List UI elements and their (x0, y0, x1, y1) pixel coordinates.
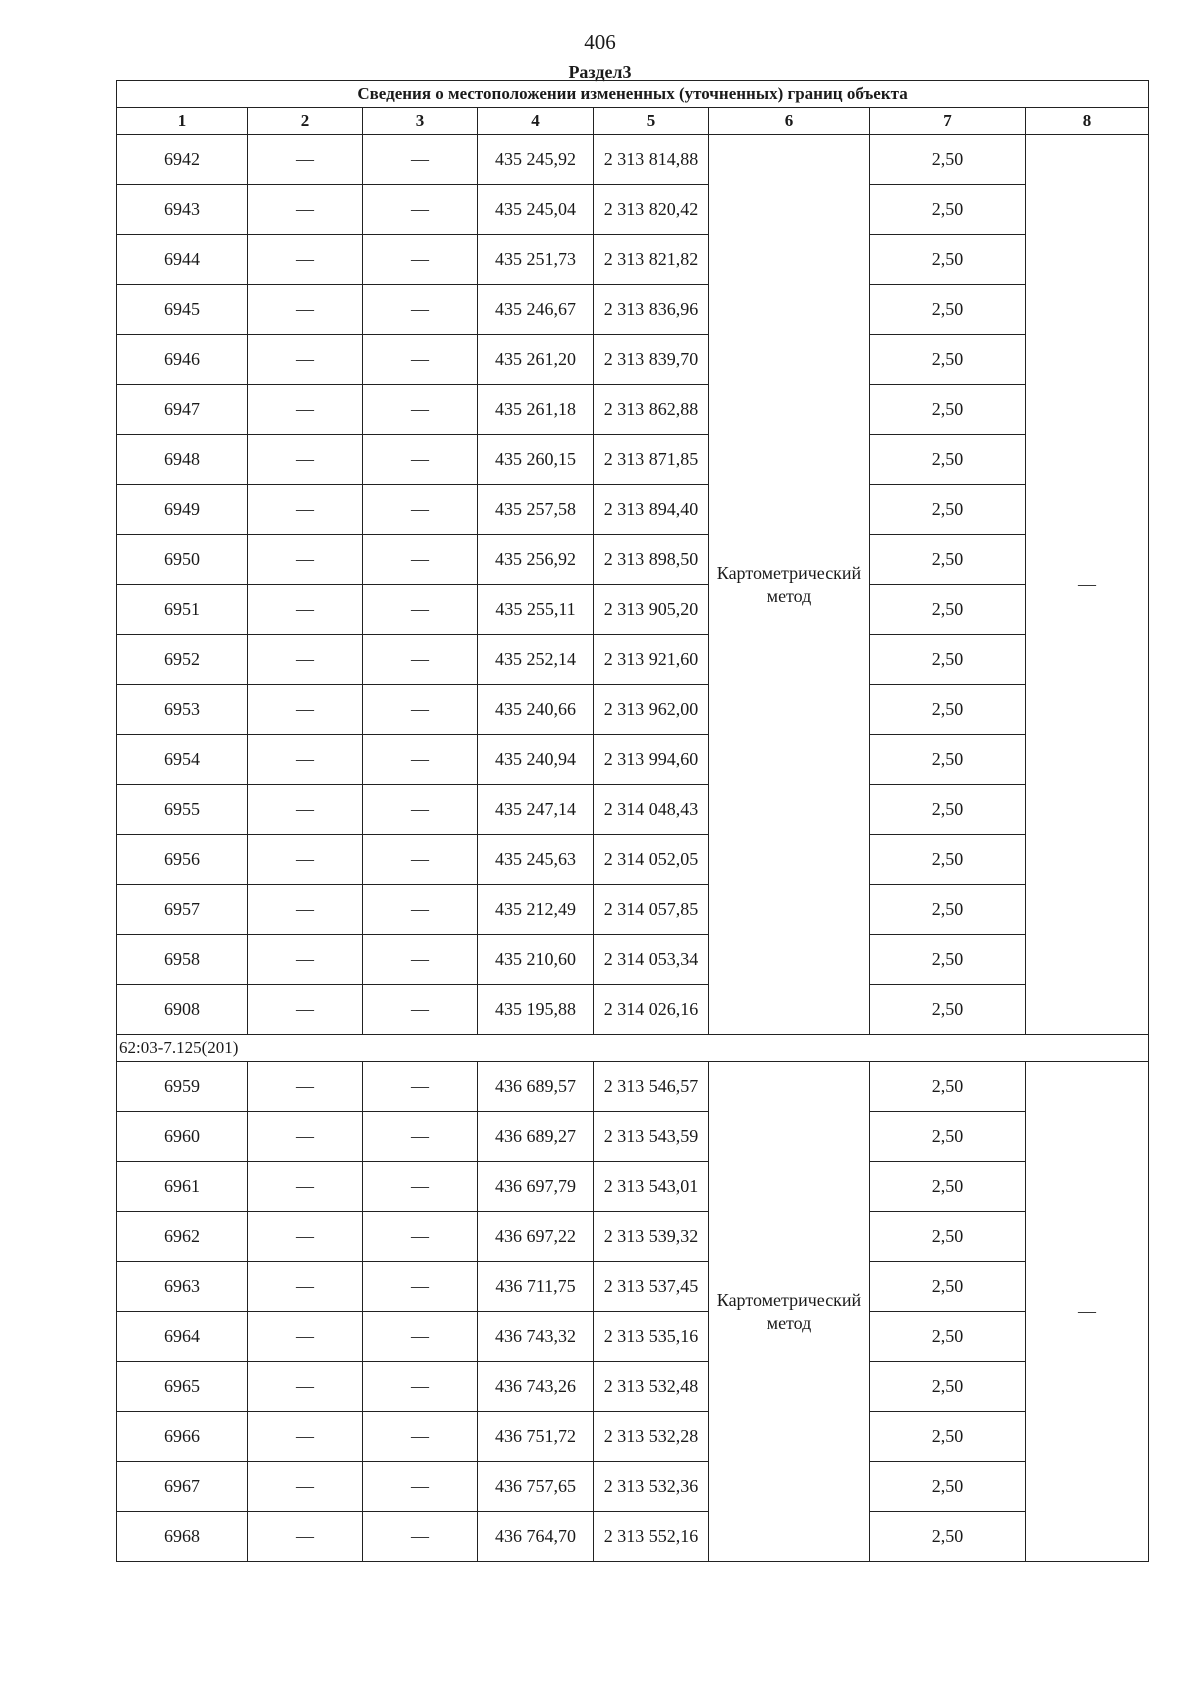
table-row (117, 1062, 1149, 1112)
column-3-cell: — (363, 1262, 478, 1312)
precision-cell: 2,50 (870, 1262, 1026, 1312)
column-2-cell: — (248, 1462, 363, 1512)
column-2-cell: — (248, 785, 363, 835)
point-number-cell: 6946 (117, 335, 248, 385)
column-2-cell: — (248, 685, 363, 735)
x-coordinate-cell: 436 751,72 (478, 1412, 594, 1462)
table-row (117, 935, 1149, 985)
point-number-cell: 6967 (117, 1462, 248, 1512)
column-2-cell: — (248, 285, 363, 335)
precision-cell: 2,50 (870, 1362, 1026, 1412)
y-coordinate-cell: 2 313 994,60 (594, 735, 709, 785)
precision-cell: 2,50 (870, 285, 1026, 335)
x-coordinate-cell: 435 245,63 (478, 835, 594, 885)
point-number-cell: 6944 (117, 235, 248, 285)
table-caption-row (117, 81, 1149, 108)
y-coordinate-cell: 2 314 053,34 (594, 935, 709, 985)
precision-cell: 2,50 (870, 435, 1026, 485)
table-row (117, 535, 1149, 585)
point-number-cell: 6958 (117, 935, 248, 985)
group-label-row (117, 1035, 1149, 1062)
group-label: 62:03-7.125(201) (117, 1035, 1149, 1062)
y-coordinate-cell: 2 313 535,16 (594, 1312, 709, 1362)
table-row (117, 1262, 1149, 1312)
column-3-cell: — (363, 1062, 478, 1112)
method-cell: Картометрический метод (709, 1062, 870, 1562)
table-row (117, 1512, 1149, 1562)
x-coordinate-cell: 435 245,04 (478, 185, 594, 235)
column-3-cell: — (363, 385, 478, 435)
x-coordinate-cell: 435 212,49 (478, 885, 594, 935)
column-2-cell: — (248, 585, 363, 635)
column-2-cell: — (248, 1412, 363, 1462)
column-header-6: 6 (709, 108, 870, 135)
table-row (117, 285, 1149, 335)
precision-cell: 2,50 (870, 985, 1026, 1035)
x-coordinate-cell: 435 261,18 (478, 385, 594, 435)
column-3-cell: — (363, 485, 478, 535)
table-row (117, 685, 1149, 735)
precision-cell: 2,50 (870, 885, 1026, 935)
y-coordinate-cell: 2 314 026,16 (594, 985, 709, 1035)
y-coordinate-cell: 2 313 921,60 (594, 635, 709, 685)
column-3-cell: — (363, 585, 478, 635)
x-coordinate-cell: 435 245,92 (478, 135, 594, 185)
precision-cell: 2,50 (870, 735, 1026, 785)
y-coordinate-cell: 2 313 543,01 (594, 1162, 709, 1212)
x-coordinate-cell: 436 697,79 (478, 1162, 594, 1212)
column-3-cell: — (363, 685, 478, 735)
column-header-5: 5 (594, 108, 709, 135)
point-number-cell: 6942 (117, 135, 248, 185)
column-2-cell: — (248, 1212, 363, 1262)
column-2-cell: — (248, 885, 363, 935)
precision-cell: 2,50 (870, 385, 1026, 435)
table-row (117, 1112, 1149, 1162)
precision-cell: 2,50 (870, 1062, 1026, 1112)
x-coordinate-cell: 436 764,70 (478, 1512, 594, 1562)
column-2-cell: — (248, 1512, 363, 1562)
table-row (117, 1362, 1149, 1412)
column-3-cell: — (363, 1462, 478, 1512)
table-row (117, 235, 1149, 285)
precision-cell: 2,50 (870, 1212, 1026, 1262)
column-2-cell: — (248, 635, 363, 685)
column-2-cell: — (248, 335, 363, 385)
point-number-cell: 6948 (117, 435, 248, 485)
point-number-cell: 6951 (117, 585, 248, 635)
x-coordinate-cell: 436 757,65 (478, 1462, 594, 1512)
point-number-cell: 6943 (117, 185, 248, 235)
point-number-cell: 6957 (117, 885, 248, 935)
page-number: 406 (584, 30, 616, 54)
column-8-cell: — (1026, 1062, 1149, 1562)
point-number-cell: 6959 (117, 1062, 248, 1112)
x-coordinate-cell: 435 247,14 (478, 785, 594, 835)
column-3-cell: — (363, 785, 478, 835)
point-number-cell: 6949 (117, 485, 248, 535)
table-row (117, 885, 1149, 935)
y-coordinate-cell: 2 313 839,70 (594, 335, 709, 385)
x-coordinate-cell: 435 256,92 (478, 535, 594, 585)
table-row (117, 1212, 1149, 1262)
column-2-cell: — (248, 1362, 363, 1412)
point-number-cell: 6954 (117, 735, 248, 785)
x-coordinate-cell: 435 240,94 (478, 735, 594, 785)
column-2-cell: — (248, 1162, 363, 1212)
point-number-cell: 6962 (117, 1212, 248, 1262)
column-2-cell: — (248, 1062, 363, 1112)
table-row (117, 185, 1149, 235)
y-coordinate-cell: 2 313 894,40 (594, 485, 709, 535)
y-coordinate-cell: 2 313 836,96 (594, 285, 709, 335)
coordinates-table-container (116, 80, 1148, 1562)
x-coordinate-cell: 435 255,11 (478, 585, 594, 635)
column-3-cell: — (363, 935, 478, 985)
x-coordinate-cell: 436 689,27 (478, 1112, 594, 1162)
table-row (117, 985, 1149, 1035)
precision-cell: 2,50 (870, 185, 1026, 235)
precision-cell: 2,50 (870, 335, 1026, 385)
column-2-cell: — (248, 235, 363, 285)
y-coordinate-cell: 2 313 543,59 (594, 1112, 709, 1162)
precision-cell: 2,50 (870, 635, 1026, 685)
column-2-cell: — (248, 985, 363, 1035)
point-number-cell: 6908 (117, 985, 248, 1035)
x-coordinate-cell: 435 257,58 (478, 485, 594, 535)
point-number-cell: 6968 (117, 1512, 248, 1562)
precision-cell: 2,50 (870, 1112, 1026, 1162)
column-header-7: 7 (870, 108, 1026, 135)
table-row (117, 835, 1149, 885)
point-number-cell: 6964 (117, 1312, 248, 1362)
point-number-cell: 6960 (117, 1112, 248, 1162)
point-number-cell: 6950 (117, 535, 248, 585)
column-3-cell: — (363, 885, 478, 935)
point-number-cell: 6956 (117, 835, 248, 885)
point-number-cell: 6945 (117, 285, 248, 335)
column-2-cell: — (248, 385, 363, 435)
x-coordinate-cell: 436 697,22 (478, 1212, 594, 1262)
y-coordinate-cell: 2 314 057,85 (594, 885, 709, 935)
column-header-4: 4 (478, 108, 594, 135)
precision-cell: 2,50 (870, 535, 1026, 585)
y-coordinate-cell: 2 313 871,85 (594, 435, 709, 485)
column-2-cell: — (248, 435, 363, 485)
column-header-1: 1 (117, 108, 248, 135)
y-coordinate-cell: 2 313 539,32 (594, 1212, 709, 1262)
x-coordinate-cell: 435 210,60 (478, 935, 594, 985)
precision-cell: 2,50 (870, 785, 1026, 835)
x-coordinate-cell: 436 711,75 (478, 1262, 594, 1312)
point-number-cell: 6952 (117, 635, 248, 685)
y-coordinate-cell: 2 313 898,50 (594, 535, 709, 585)
column-3-cell: — (363, 635, 478, 685)
precision-cell: 2,50 (870, 485, 1026, 535)
column-3-cell: — (363, 185, 478, 235)
column-2-cell: — (248, 735, 363, 785)
point-number-cell: 6966 (117, 1412, 248, 1462)
column-2-cell: — (248, 535, 363, 585)
coordinates-table (116, 80, 1149, 1562)
table-row (117, 385, 1149, 435)
y-coordinate-cell: 2 313 532,48 (594, 1362, 709, 1412)
column-2-cell: — (248, 1312, 363, 1362)
y-coordinate-cell: 2 313 820,42 (594, 185, 709, 235)
column-3-cell: — (363, 235, 478, 285)
table-row (117, 1412, 1149, 1462)
point-number-cell: 6961 (117, 1162, 248, 1212)
y-coordinate-cell: 2 313 821,82 (594, 235, 709, 285)
table-row (117, 785, 1149, 835)
precision-cell: 2,50 (870, 835, 1026, 885)
column-header-2: 2 (248, 108, 363, 135)
column-3-cell: — (363, 1312, 478, 1362)
column-3-cell: — (363, 435, 478, 485)
table-row (117, 635, 1149, 685)
x-coordinate-cell: 435 246,67 (478, 285, 594, 335)
x-coordinate-cell: 435 240,66 (478, 685, 594, 735)
y-coordinate-cell: 2 313 532,28 (594, 1412, 709, 1462)
precision-cell: 2,50 (870, 1512, 1026, 1562)
table-row (117, 135, 1149, 185)
precision-cell: 2,50 (870, 235, 1026, 285)
method-cell: Картометрический метод (709, 135, 870, 1035)
point-number-cell: 6955 (117, 785, 248, 835)
column-header-3: 3 (363, 108, 478, 135)
table-row (117, 335, 1149, 385)
point-number-cell: 6953 (117, 685, 248, 735)
y-coordinate-cell: 2 313 862,88 (594, 385, 709, 435)
table-row (117, 735, 1149, 785)
column-3-cell: — (363, 1512, 478, 1562)
column-2-cell: — (248, 1112, 363, 1162)
x-coordinate-cell: 435 195,88 (478, 985, 594, 1035)
precision-cell: 2,50 (870, 1162, 1026, 1212)
table-row (117, 1162, 1149, 1212)
precision-cell: 2,50 (870, 685, 1026, 735)
y-coordinate-cell: 2 314 052,05 (594, 835, 709, 885)
precision-cell: 2,50 (870, 1312, 1026, 1362)
y-coordinate-cell: 2 313 905,20 (594, 585, 709, 635)
x-coordinate-cell: 435 261,20 (478, 335, 594, 385)
point-number-cell: 6947 (117, 385, 248, 435)
column-3-cell: — (363, 1412, 478, 1462)
column-3-cell: — (363, 135, 478, 185)
precision-cell: 2,50 (870, 1462, 1026, 1512)
column-header-8: 8 (1026, 108, 1149, 135)
precision-cell: 2,50 (870, 135, 1026, 185)
x-coordinate-cell: 435 252,14 (478, 635, 594, 685)
column-8-cell: — (1026, 135, 1149, 1035)
table-header-row (117, 108, 1149, 135)
y-coordinate-cell: 2 313 532,36 (594, 1462, 709, 1512)
column-2-cell: — (248, 485, 363, 535)
y-coordinate-cell: 2 314 048,43 (594, 785, 709, 835)
column-3-cell: — (363, 985, 478, 1035)
table-row (117, 1462, 1149, 1512)
point-number-cell: 6965 (117, 1362, 248, 1412)
column-3-cell: — (363, 1362, 478, 1412)
column-3-cell: — (363, 835, 478, 885)
column-3-cell: — (363, 535, 478, 585)
column-3-cell: — (363, 735, 478, 785)
y-coordinate-cell: 2 313 552,16 (594, 1512, 709, 1562)
column-3-cell: — (363, 285, 478, 335)
table-row (117, 485, 1149, 535)
section-title: Раздел3 (568, 62, 632, 82)
x-coordinate-cell: 436 689,57 (478, 1062, 594, 1112)
x-coordinate-cell: 436 743,32 (478, 1312, 594, 1362)
column-3-cell: — (363, 1212, 478, 1262)
column-2-cell: — (248, 185, 363, 235)
column-3-cell: — (363, 1162, 478, 1212)
table-row (117, 585, 1149, 635)
x-coordinate-cell: 435 251,73 (478, 235, 594, 285)
column-2-cell: — (248, 1262, 363, 1312)
y-coordinate-cell: 2 313 962,00 (594, 685, 709, 735)
column-2-cell: — (248, 835, 363, 885)
table-row (117, 435, 1149, 485)
point-number-cell: 6963 (117, 1262, 248, 1312)
column-2-cell: — (248, 935, 363, 985)
y-coordinate-cell: 2 313 814,88 (594, 135, 709, 185)
precision-cell: 2,50 (870, 935, 1026, 985)
column-3-cell: — (363, 335, 478, 385)
table-row (117, 1312, 1149, 1362)
precision-cell: 2,50 (870, 585, 1026, 635)
column-2-cell: — (248, 135, 363, 185)
y-coordinate-cell: 2 313 537,45 (594, 1262, 709, 1312)
precision-cell: 2,50 (870, 1412, 1026, 1462)
x-coordinate-cell: 436 743,26 (478, 1362, 594, 1412)
table-caption: Сведения о местоположении измененных (уточненных) границ объекта (117, 81, 1149, 108)
x-coordinate-cell: 435 260,15 (478, 435, 594, 485)
column-3-cell: — (363, 1112, 478, 1162)
y-coordinate-cell: 2 313 546,57 (594, 1062, 709, 1112)
